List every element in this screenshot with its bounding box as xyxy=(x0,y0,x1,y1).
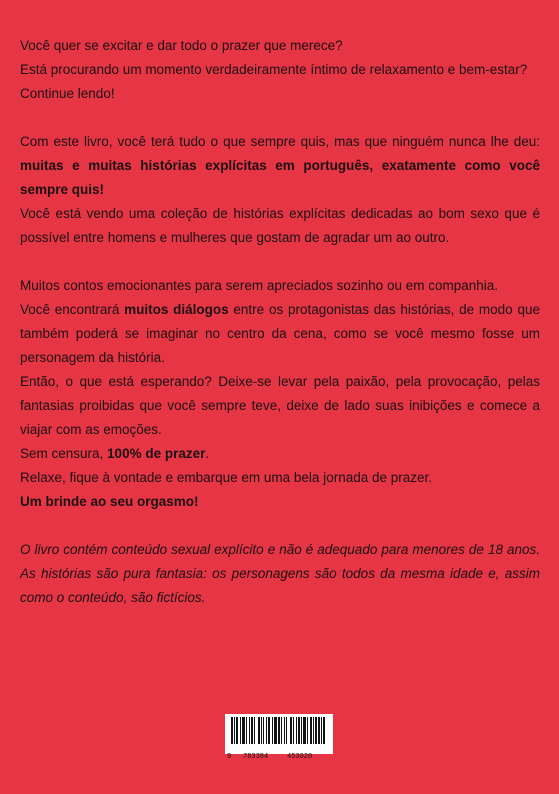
disclaimer: O livro contém conteúdo sexual explícito e não é adequado para menores de 18 anos. As histórias são pura fantasia: os personagens são todos da mesma idade e, assim como o conteúdo, são fictícios. xyxy=(20,542,540,605)
invitation-paragraph: Então, o que está esperando? Deixe-se levar pela paixão, pela provocação, pelas fantasias proibidas que você sempre teve, deixe de lado suas inibições e comece a viajar com as emoções. xyxy=(20,374,540,437)
barcode-bar xyxy=(234,717,235,744)
intro-line-2: Está procurando um momento verdadeiramente íntimo de relaxamento e bem-estar? xyxy=(20,62,528,77)
barcode-bar xyxy=(254,717,255,744)
barcode-bar xyxy=(310,717,312,744)
barcode-bar xyxy=(268,717,270,744)
barcode-bar xyxy=(246,717,247,744)
dialogues-paragraph xyxy=(20,298,540,370)
barcode-bar xyxy=(313,717,314,744)
barcode-bar xyxy=(236,717,238,744)
barcode-bar xyxy=(298,717,300,744)
barcode-bar xyxy=(318,717,320,744)
barcode-bar xyxy=(263,717,264,744)
barcode-bar xyxy=(290,717,292,744)
barcode-bars xyxy=(231,717,327,744)
barcode-bar xyxy=(240,717,241,744)
relax-line: Relaxe, fique à vontade e embarque em uma bela jornada de prazer. xyxy=(20,470,433,485)
barcode-digit-first: 9 xyxy=(227,753,232,761)
barcode-bar xyxy=(303,717,306,744)
barcode-digits-right: 453020 xyxy=(287,753,313,761)
barcode-digits-left: 783384 xyxy=(243,753,269,761)
barcode-bar xyxy=(281,717,282,744)
barcode-bar xyxy=(258,717,260,744)
no-censorship-line xyxy=(20,442,540,466)
pleasure-highlight: 100% de prazer xyxy=(107,446,206,461)
dialogues-pre: Você encontrará xyxy=(20,302,125,317)
back-cover-text xyxy=(20,34,540,610)
stories-line: Muitos contos emocionantes para serem apreciados sozinho ou em companhia. xyxy=(20,278,499,293)
barcode-bar xyxy=(251,717,253,744)
barcode-bar xyxy=(278,717,280,744)
intro-line-1: Você quer se excitar e dar todo o prazer que merece? xyxy=(20,38,343,53)
barcode-bar xyxy=(315,717,317,744)
toast-highlight: Um brinde ao seu orgasmo! xyxy=(20,494,199,509)
barcode-bar xyxy=(266,717,267,744)
barcode-bar xyxy=(284,717,285,744)
no-censorship-post: . xyxy=(205,446,210,461)
book-offer-intro: Com este livro, você terá tudo o que sempre quis, mas que ninguém nunca lhe deu: xyxy=(20,134,540,149)
book-offer-paragraph xyxy=(20,130,540,202)
barcode-bar xyxy=(272,717,273,744)
no-censorship-pre: Sem censura, xyxy=(20,446,108,461)
barcode-bar xyxy=(296,717,297,744)
barcode-bar xyxy=(242,717,245,744)
barcode-bar xyxy=(301,717,302,744)
barcode-bar xyxy=(249,717,250,744)
isbn-barcode xyxy=(225,714,333,761)
toast-line xyxy=(20,490,540,514)
book-offer-highlight: muitas e muitas histórias explícitas em português, exatamente como você sempre quis! xyxy=(20,158,540,197)
intro-line-3: Continue lendo! xyxy=(20,86,115,101)
barcode-bar xyxy=(323,717,325,744)
barcode-bar xyxy=(274,717,277,744)
barcode-bar xyxy=(231,717,233,744)
barcode-bar xyxy=(307,717,308,744)
barcode-bar xyxy=(293,717,294,744)
dialogues-highlight: muitos diálogos xyxy=(124,302,229,317)
barcode-bar xyxy=(286,717,287,744)
barcode-bar xyxy=(261,717,262,744)
dialogues-post: entre os protagonistas das histórias, de modo que também poderá se imaginar no centro da cena, como se você mesmo fosse um personagem da história. xyxy=(20,302,540,365)
barcode-bar xyxy=(321,717,322,744)
collection-description: Você está vendo uma coleção de histórias explícitas dedicadas ao bom sexo que é possível entre homens e mulheres que gostam de agradar um ao outro. xyxy=(20,206,540,245)
